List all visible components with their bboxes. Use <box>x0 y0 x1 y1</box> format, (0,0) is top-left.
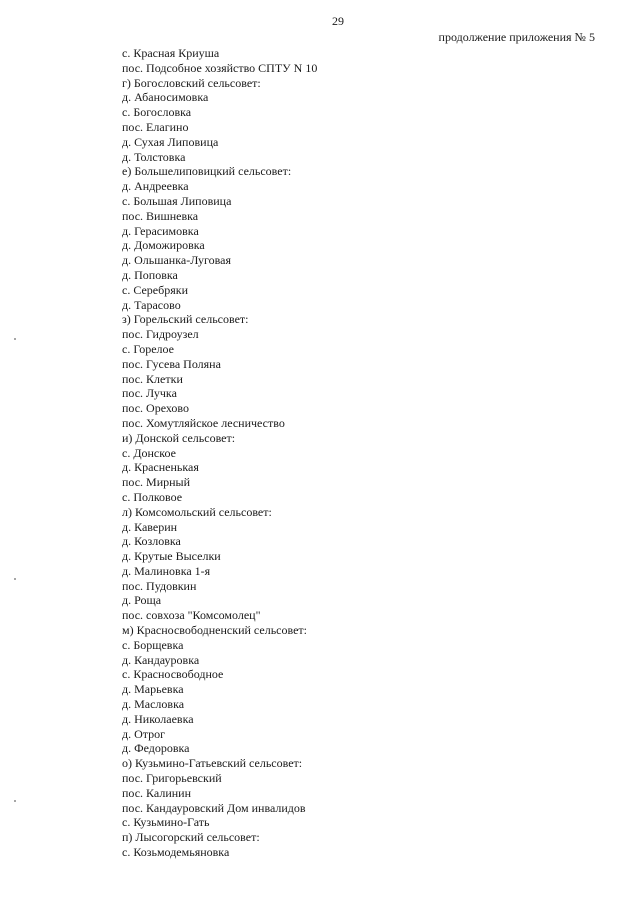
list-item: пос. Гусева Поляна <box>122 356 221 371</box>
list-item: пос. Елагино <box>122 119 189 134</box>
list-item: пос. Орехово <box>122 401 190 416</box>
list-item: пос. Хомутляйское лесничество <box>122 415 285 430</box>
list-item: д. Николаевка <box>122 711 194 726</box>
list-item: з) Горельский сельсовет: <box>122 312 249 327</box>
list-item: пос. Калинин <box>122 785 191 800</box>
list-item: д. Федоровка <box>122 741 190 756</box>
list-item: пос. Подсобное хозяйство СПТУ N 10 <box>122 60 318 75</box>
list-item: с. Богословка <box>122 105 192 120</box>
list-item: д. Каверин <box>122 519 178 534</box>
list-item: пос. Мирный <box>122 475 191 490</box>
list-item: пос. Клетки <box>122 371 183 386</box>
list-item: о) Кузьмино-Гатьевский сельсовет: <box>122 756 303 771</box>
list-item: д. Роща <box>122 593 162 608</box>
list-item: п) Лысогорский сельсовет: <box>122 830 260 845</box>
list-item: л) Комсомольский сельсовет: <box>122 504 272 519</box>
list-item: д. Красненькая <box>122 460 199 475</box>
list-item: д. Масловка <box>122 697 185 712</box>
list-item: пос. Кандауровский Дом инвалидов <box>122 800 306 815</box>
list-item: д. Андреевка <box>122 179 189 194</box>
list-item: с. Кузьмино-Гать <box>122 815 210 830</box>
list-item: пос. Пудовкин <box>122 578 197 593</box>
list-item: д. Толстовка <box>122 149 186 164</box>
list-item: пос. Гидроузел <box>122 327 199 342</box>
list-item: д. Кандауровка <box>122 652 200 667</box>
list-item: пос. Вишневка <box>122 208 199 223</box>
list-item: с. Красная Криуша <box>122 46 220 60</box>
list-item: с. Козьмодемьяновка <box>122 845 230 860</box>
list-item: д. Сухая Липовица <box>122 134 219 149</box>
scan-mark <box>14 800 16 802</box>
list-item: д. Абаносимовка <box>122 90 209 105</box>
list-item: д. Марьевка <box>122 682 184 697</box>
list-item: д. Отрог <box>122 726 166 741</box>
scan-mark <box>14 338 16 340</box>
list-item: с. Донское <box>122 445 176 460</box>
list-item: с. Большая Липовица <box>122 193 232 208</box>
list-item: д. Доможировка <box>122 238 205 253</box>
list-item: г) Богословский сельсовет: <box>122 75 261 90</box>
list-item: д. Крутые Выселки <box>122 549 221 564</box>
scan-mark <box>14 578 16 580</box>
list-item: с. Горелое <box>122 341 174 356</box>
list-item: пос. Лучка <box>122 386 177 401</box>
settlement-list <box>122 46 317 860</box>
list-item: м) Красносвободненский сельсовет: <box>122 623 307 638</box>
list-item: д. Герасимовка <box>122 223 199 238</box>
list-item: д. Тарасово <box>122 297 181 312</box>
list-item: с. Полковое <box>122 489 183 504</box>
list-item: пос. Григорьевский <box>122 771 222 786</box>
continuation-note: продолжение приложения № 5 <box>438 30 595 44</box>
list-item: с. Красносвободное <box>122 667 224 682</box>
list-item: с. Серебряки <box>122 282 189 297</box>
list-item: д. Поповка <box>122 267 178 282</box>
list-item: д. Малиновка 1-я <box>122 563 211 578</box>
list-item: и) Донской сельсовет: <box>122 430 236 445</box>
list-item: пос. совхоза "Комсомолец" <box>122 608 261 623</box>
page-number: 29 <box>332 14 344 28</box>
list-item: д. Ольшанка-Луговая <box>122 253 232 268</box>
list-item: д. Козловка <box>122 534 181 549</box>
list-item: с. Борщевка <box>122 637 184 652</box>
list-item: е) Большелиповицкий сельсовет: <box>122 164 292 179</box>
